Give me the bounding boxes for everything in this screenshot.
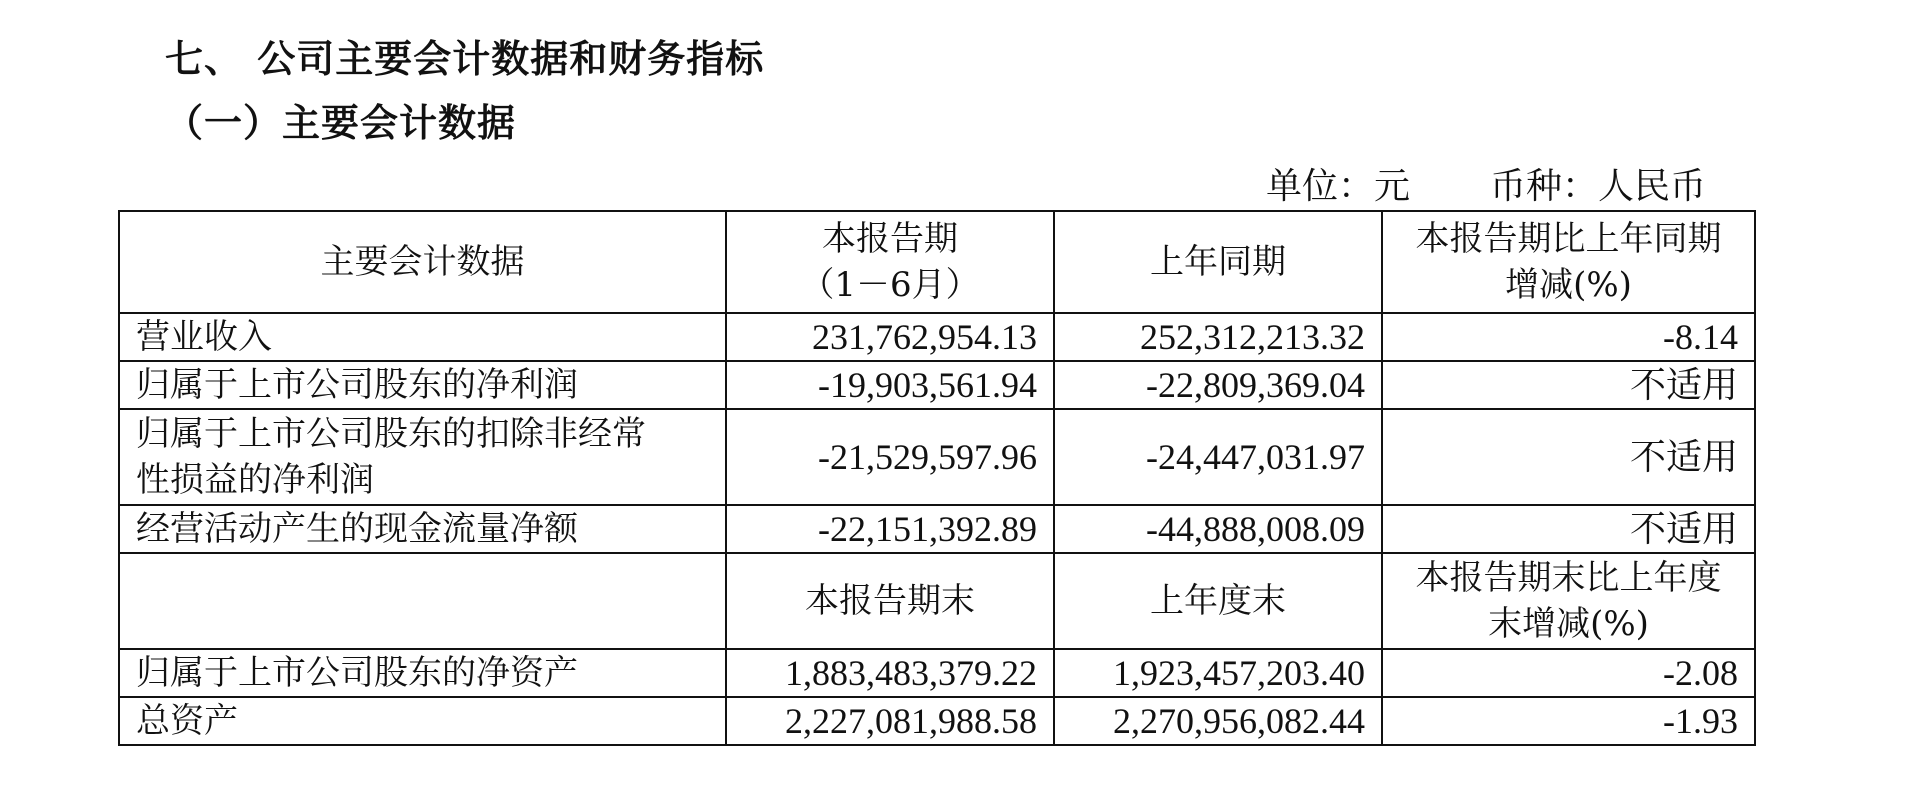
header-change-line1: 本报告期比上年同期 — [1415, 219, 1722, 259]
section-subtitle: （一）主要会计数据 — [165, 101, 517, 145]
table-row — [119, 361, 1755, 409]
row-label: 归属于上市公司股东的净利润 — [119, 361, 726, 409]
row-change: -8.14 — [1382, 313, 1755, 361]
row-label — [119, 409, 726, 505]
header2-change-line1: 本报告期末比上年度 — [1415, 558, 1722, 598]
row-current: 1,883,483,379.22 — [726, 649, 1054, 697]
header2-period-end: 本报告期末 — [726, 553, 1054, 649]
table-row — [119, 697, 1755, 745]
table-row — [119, 505, 1755, 553]
table-header-row — [119, 211, 1755, 313]
row-label-line2: 性损益的净利润 — [136, 460, 374, 500]
row-change: 不适用 — [1382, 505, 1755, 553]
row-prior: -24,447,031.97 — [1054, 409, 1382, 505]
row-label: 归属于上市公司股东的净资产 — [119, 649, 726, 697]
header-current-period-line2: （1－6月） — [800, 265, 980, 305]
row-label-line1: 归属于上市公司股东的扣除非经常 — [136, 414, 646, 454]
table-row — [119, 409, 1755, 505]
row-label: 总资产 — [119, 697, 726, 745]
currency-label: 币种：人民币 — [1489, 166, 1706, 207]
row-change: -2.08 — [1382, 649, 1755, 697]
unit-line — [1266, 158, 1706, 209]
row-label: 营业收入 — [119, 313, 726, 361]
row-prior: -22,809,369.04 — [1054, 361, 1382, 409]
header2-change — [1382, 553, 1755, 649]
header-main-data: 主要会计数据 — [119, 211, 726, 313]
header-change — [1382, 211, 1755, 313]
unit-label: 单位：元 — [1265, 166, 1410, 207]
row-label: 经营活动产生的现金流量净额 — [119, 505, 726, 553]
table-header-row-2 — [119, 553, 1755, 649]
header-current-period — [726, 211, 1054, 313]
row-current: 2,227,081,988.58 — [726, 697, 1054, 745]
section-title: 七、 公司主要会计数据和财务指标 — [165, 37, 765, 81]
row-current: -21,529,597.96 — [726, 409, 1054, 505]
header2-prior-year-end: 上年度末 — [1054, 553, 1382, 649]
row-change: 不适用 — [1382, 409, 1755, 505]
row-prior: -44,888,008.09 — [1054, 505, 1382, 553]
header-prior-period: 上年同期 — [1054, 211, 1382, 313]
row-current: -22,151,392.89 — [726, 505, 1054, 553]
row-current: -19,903,561.94 — [726, 361, 1054, 409]
row-change: -1.93 — [1382, 697, 1755, 745]
header2-empty — [119, 553, 726, 649]
table-row — [119, 649, 1755, 697]
accounting-data-table — [118, 210, 1756, 746]
header2-change-line2: 末增减(%) — [1488, 604, 1649, 644]
row-prior: 252,312,213.32 — [1054, 313, 1382, 361]
row-current: 231,762,954.13 — [726, 313, 1054, 361]
row-prior: 2,270,956,082.44 — [1054, 697, 1382, 745]
table-row — [119, 313, 1755, 361]
row-change: 不适用 — [1382, 361, 1755, 409]
row-prior: 1,923,457,203.40 — [1054, 649, 1382, 697]
header-current-period-line1: 本报告期 — [822, 219, 958, 259]
header-change-line2: 增减(%) — [1505, 265, 1632, 305]
